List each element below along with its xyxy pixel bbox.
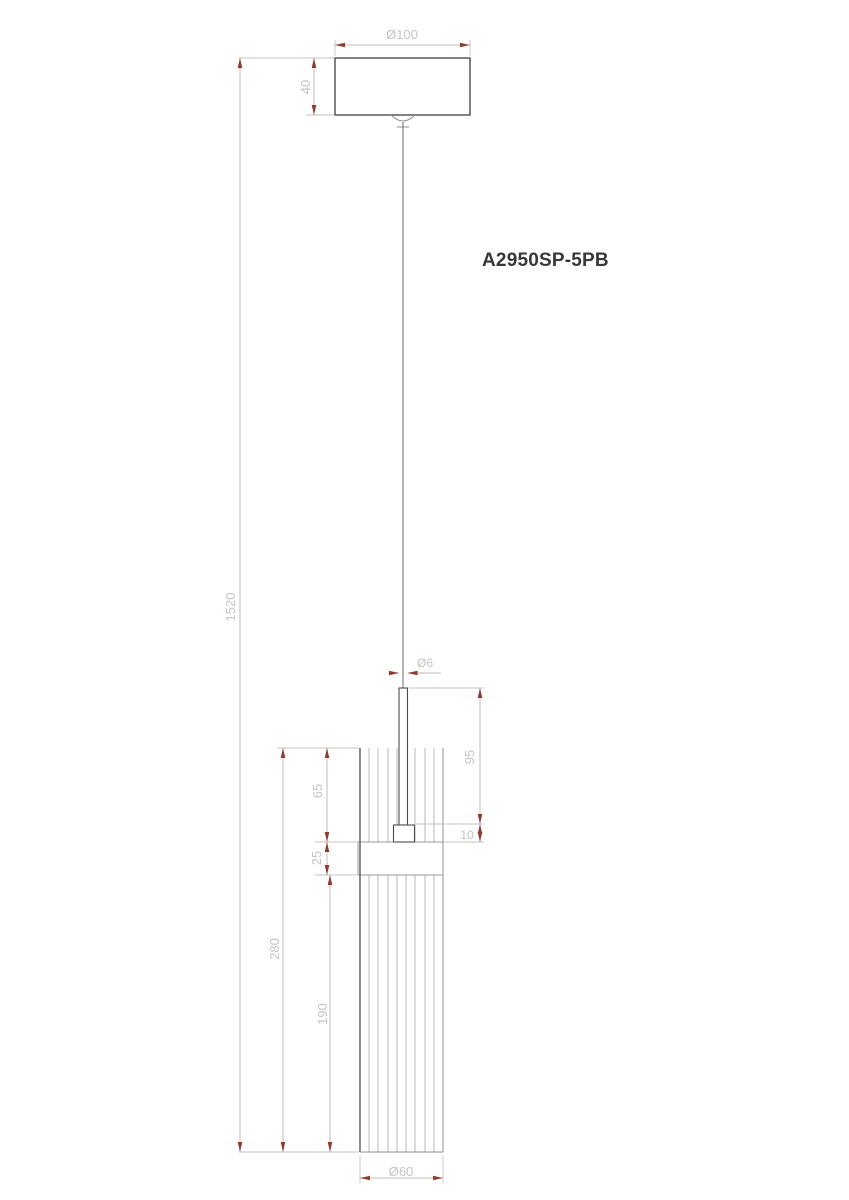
- ceiling-canopy: [335, 58, 470, 115]
- shade-lower-flutes: [369, 875, 434, 1152]
- connector-height-label: 10: [460, 828, 474, 842]
- stem-rod: [399, 688, 408, 825]
- rod-connector: [394, 825, 415, 842]
- shade-diameter-label: Ø60: [388, 1164, 414, 1179]
- canopy-height-label: 40: [298, 79, 313, 95]
- lower-shade-height-label: 190: [315, 1003, 330, 1025]
- extension-lines: [239, 40, 484, 1183]
- canopy-diameter-label: Ø100: [386, 27, 418, 42]
- shade-height-label: 280: [267, 938, 282, 960]
- model-number-label: A2950SP-5PB: [482, 250, 609, 271]
- rod-diameter-label: Ø6: [416, 656, 434, 670]
- fixture-geometry: [335, 58, 470, 1152]
- ring-height-label: 25: [309, 850, 324, 866]
- shade-ring-band: [358, 842, 443, 875]
- upper-shade-height-label: 65: [310, 783, 325, 799]
- dimension-labels: [223, 27, 477, 1179]
- total-height-label: 1520: [223, 592, 238, 622]
- canopy-wire-notch: [391, 115, 415, 121]
- rod-length-label: 95: [462, 749, 477, 765]
